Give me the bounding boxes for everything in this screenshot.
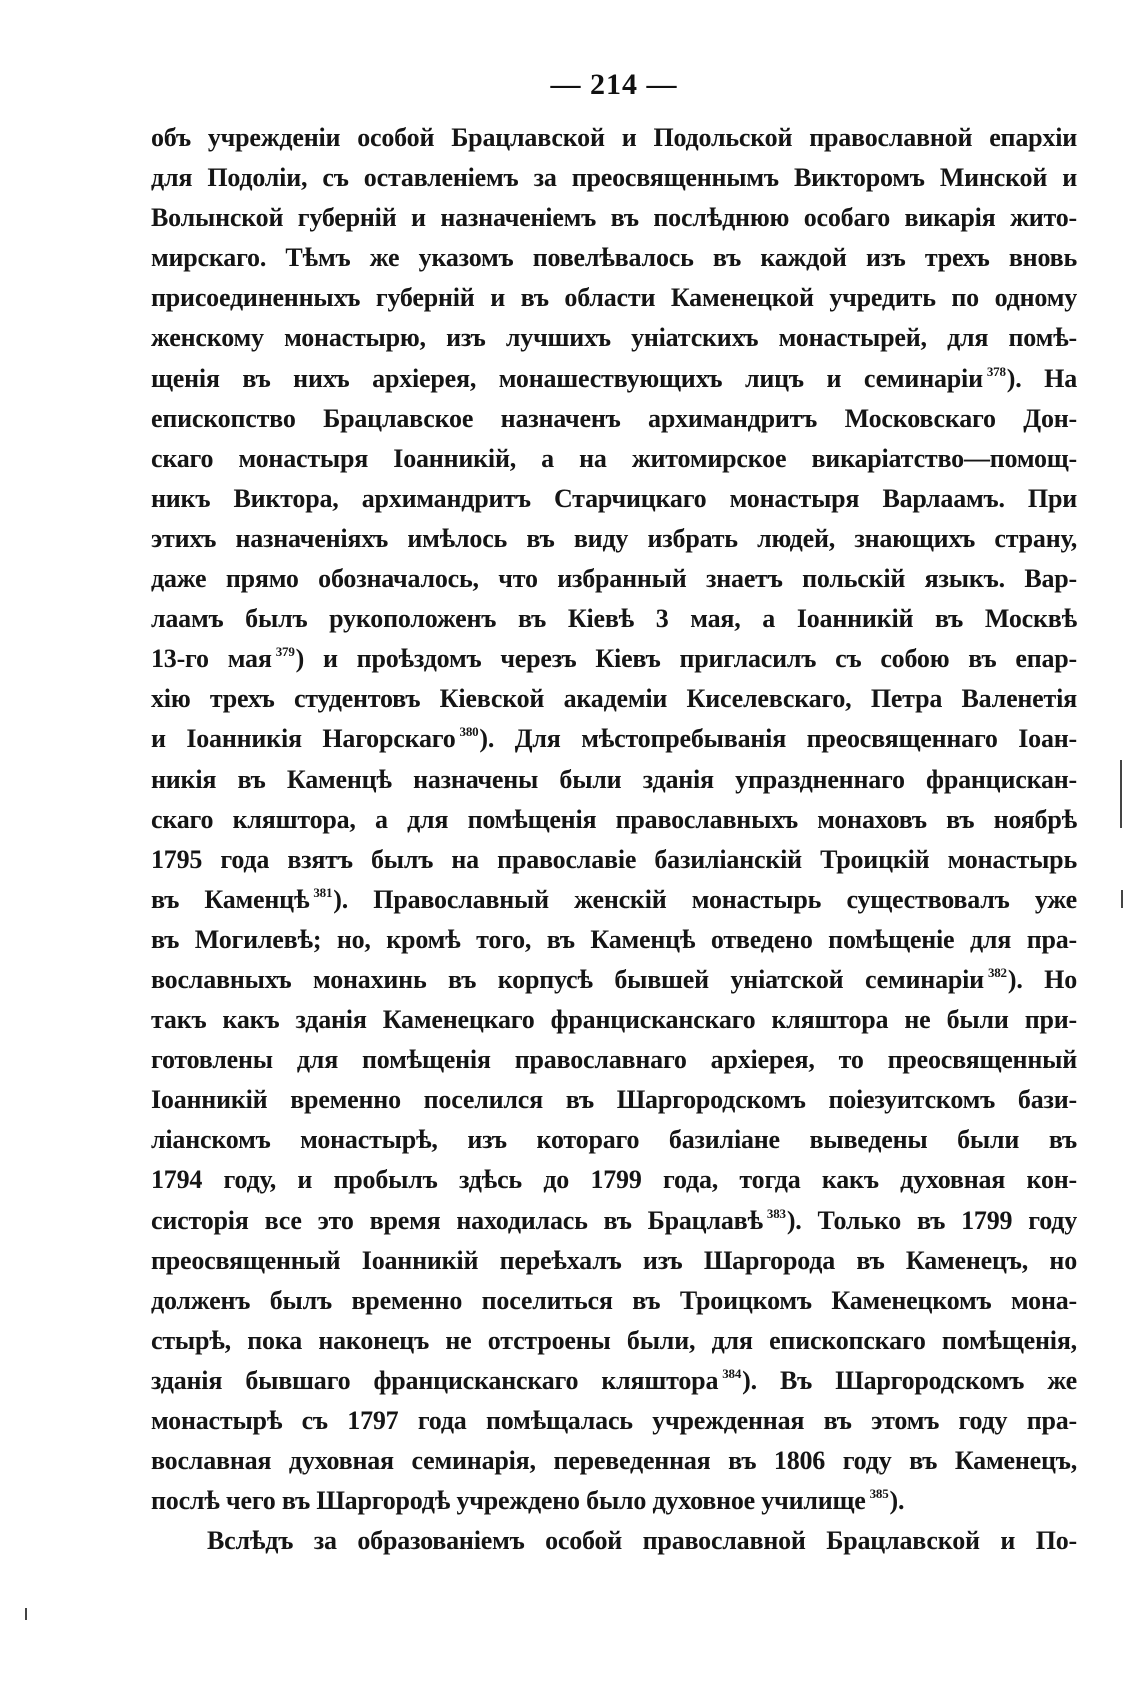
footnote-reference: 380 <box>459 724 479 740</box>
text-line <box>151 1481 1077 1521</box>
line-text: зданія бывшаго францисканскаго кляштора <box>151 1365 719 1395</box>
line-text-after-note: ). На <box>1006 363 1077 393</box>
footnote-reference: 378 <box>986 363 1006 379</box>
line-text: скаго монастыря Іоанникій, а на житомирское викаріатство—помощ- <box>151 443 1077 473</box>
footnote-reference: 382 <box>987 964 1007 980</box>
line-text-after-note: ) и проѣздомъ черезъ Кіевъ пригласилъ съ собою въ епар- <box>295 644 1078 674</box>
footnote-reference: 381 <box>313 884 333 900</box>
line-text: хію трехъ студентовъ Кіевской академіи Киселевскаго, Петра Валенетія <box>151 684 1077 714</box>
text-line <box>151 1120 1077 1160</box>
line-text-after-note: ). Только въ 1799 году <box>786 1205 1077 1235</box>
text-line <box>151 800 1077 840</box>
footnote-reference: 379 <box>275 644 295 660</box>
text-line <box>151 920 1077 960</box>
text-line <box>151 760 1077 800</box>
footnote-reference: 385 <box>869 1486 889 1502</box>
line-text: никъ Виктора, архимандритъ Старчицкаго монастыря Варлаамъ. При <box>151 483 1077 513</box>
line-text: 1794 году, и пробылъ здѣсь до 1799 года, тогда какъ духовная кон- <box>151 1165 1077 1195</box>
text-line <box>151 118 1077 158</box>
line-text: даже прямо обозначалось, что избранный знаетъ польскій языкъ. Вар- <box>151 564 1077 594</box>
margin-mark <box>1120 760 1122 828</box>
line-text: никія въ Каменцѣ назначены были зданія упраздненнаго францискан- <box>151 764 1077 794</box>
text-line <box>151 840 1077 880</box>
text-line <box>151 359 1077 399</box>
text-line <box>151 238 1077 278</box>
text-line <box>151 599 1077 639</box>
line-text: систорія все это время находилась въ Брацлавѣ <box>151 1205 763 1235</box>
text-line <box>151 1401 1077 1441</box>
line-text: въ Могилевѣ; но, кромѣ того, въ Каменцѣ отведено помѣщеніе для пра- <box>151 924 1077 954</box>
text-line <box>151 1201 1077 1241</box>
line-text: Вслѣдъ за образованіемъ особой православной Брацлавской и По- <box>207 1526 1077 1556</box>
text-line <box>151 318 1077 358</box>
text-line <box>151 1441 1077 1481</box>
line-text: преосвященный Іоанникій переѣхалъ изъ Шаргорода въ Каменецъ, но <box>151 1245 1077 1275</box>
text-line <box>151 439 1077 479</box>
line-text: въ Каменцѣ <box>151 884 310 914</box>
line-text: ліанскомъ монастырѣ, изъ котораго базиліане выведены были въ <box>151 1125 1077 1155</box>
line-text: Волынской губерній и назначеніемъ въ послѣднюю особаго викарія жито- <box>151 203 1077 233</box>
text-line <box>151 1281 1077 1321</box>
line-text: присоединенныхъ губерній и въ области Каменецкой учредить по одному <box>151 283 1077 313</box>
line-text: готовлены для помѣщенія православнаго архіерея, то преосвященный <box>151 1045 1077 1075</box>
text-line <box>151 639 1077 679</box>
footnote-reference: 384 <box>722 1365 742 1381</box>
text-line <box>151 719 1077 759</box>
line-text: такъ какъ зданія Каменецкаго францисканскаго кляштора не были при- <box>151 1005 1077 1035</box>
page-number: — 214 — <box>550 68 678 101</box>
line-text: этихъ назначеніяхъ имѣлось въ виду избрать людей, знающихъ страну, <box>151 523 1077 553</box>
footnote-reference: 383 <box>766 1205 786 1221</box>
line-text: Іоанникій временно поселился въ Шаргородскомъ поіезуитскомъ бази- <box>151 1085 1077 1115</box>
margin-mark <box>1121 890 1123 908</box>
text-line <box>151 1521 1077 1561</box>
text-line <box>151 1040 1077 1080</box>
line-text-after-note: ). <box>889 1486 905 1516</box>
line-text: для Подоліи, съ оставленіемъ за преосвященнымъ Викторомъ Минской и <box>151 163 1077 193</box>
margin-mark <box>25 1608 27 1620</box>
line-text: щенія въ нихъ архіерея, монашествующихъ лицъ и семинаріи <box>151 363 983 393</box>
text-line <box>151 479 1077 519</box>
text-line <box>151 519 1077 559</box>
line-text: мирскаго. Тѣмъ же указомъ повелѣвалось въ каждой изъ трехъ вновь <box>151 243 1077 273</box>
line-text: вославная духовная семинарія, переведенная въ 1806 году въ Каменецъ, <box>151 1446 1077 1476</box>
line-text: стырѣ, пока наконецъ не отстроены были, для епископскаго помѣщенія, <box>151 1325 1077 1355</box>
text-line <box>151 399 1077 439</box>
body-text <box>151 118 1077 1561</box>
text-line <box>151 1361 1077 1401</box>
text-line <box>151 960 1077 1000</box>
line-text: 13-го мая <box>151 644 272 674</box>
line-text: епископство Брацлавское назначенъ архимандритъ Московскаго Дон- <box>151 403 1077 433</box>
line-text: вославныхъ монахинь въ корпусѣ бывшей уніатской семинаріи <box>151 964 984 994</box>
text-line <box>151 1000 1077 1040</box>
text-line <box>151 1080 1077 1120</box>
line-text: послѣ чего въ Шаргородѣ учреждено было духовное училище <box>151 1486 866 1516</box>
line-text-after-note: ). Въ Шаргородскомъ же <box>742 1365 1077 1395</box>
line-text: 1795 года взятъ былъ на православіе базиліанскій Троицкій монастырь <box>151 844 1077 874</box>
line-text-after-note: ). Но <box>1007 964 1077 994</box>
text-line <box>151 198 1077 238</box>
text-line <box>151 1160 1077 1200</box>
text-line <box>151 1241 1077 1281</box>
text-line <box>151 1321 1077 1361</box>
text-line <box>151 559 1077 599</box>
line-text: и Іоанникія Нагорскаго <box>151 724 456 754</box>
line-text: лаамъ былъ рукоположенъ въ Кіевѣ 3 мая, а Іоанникій въ Москвѣ <box>151 604 1077 634</box>
text-line <box>151 158 1077 198</box>
line-text: объ учрежденіи особой Брацлавской и Подольской православной епархіи <box>151 123 1077 152</box>
line-text-after-note: ). Православный женскій монастырь существовалъ уже <box>333 884 1077 914</box>
text-line <box>151 679 1077 719</box>
line-text: женскому монастырю, изъ лучшихъ уніатскихъ монастырей, для помѣ- <box>151 323 1077 353</box>
text-line <box>151 880 1077 920</box>
text-line <box>151 278 1077 318</box>
line-text: долженъ былъ временно поселиться въ Троицкомъ Каменецкомъ мона- <box>151 1285 1077 1315</box>
line-text: скаго кляштора, а для помѣщенія православныхъ монаховъ въ ноябрѣ <box>151 804 1077 834</box>
line-text-after-note: ). Для мѣстопребыванія преосвященнаго Іоан- <box>479 724 1077 754</box>
line-text: монастырѣ съ 1797 года помѣщалась учрежденная въ этомъ году пра- <box>151 1406 1077 1435</box>
